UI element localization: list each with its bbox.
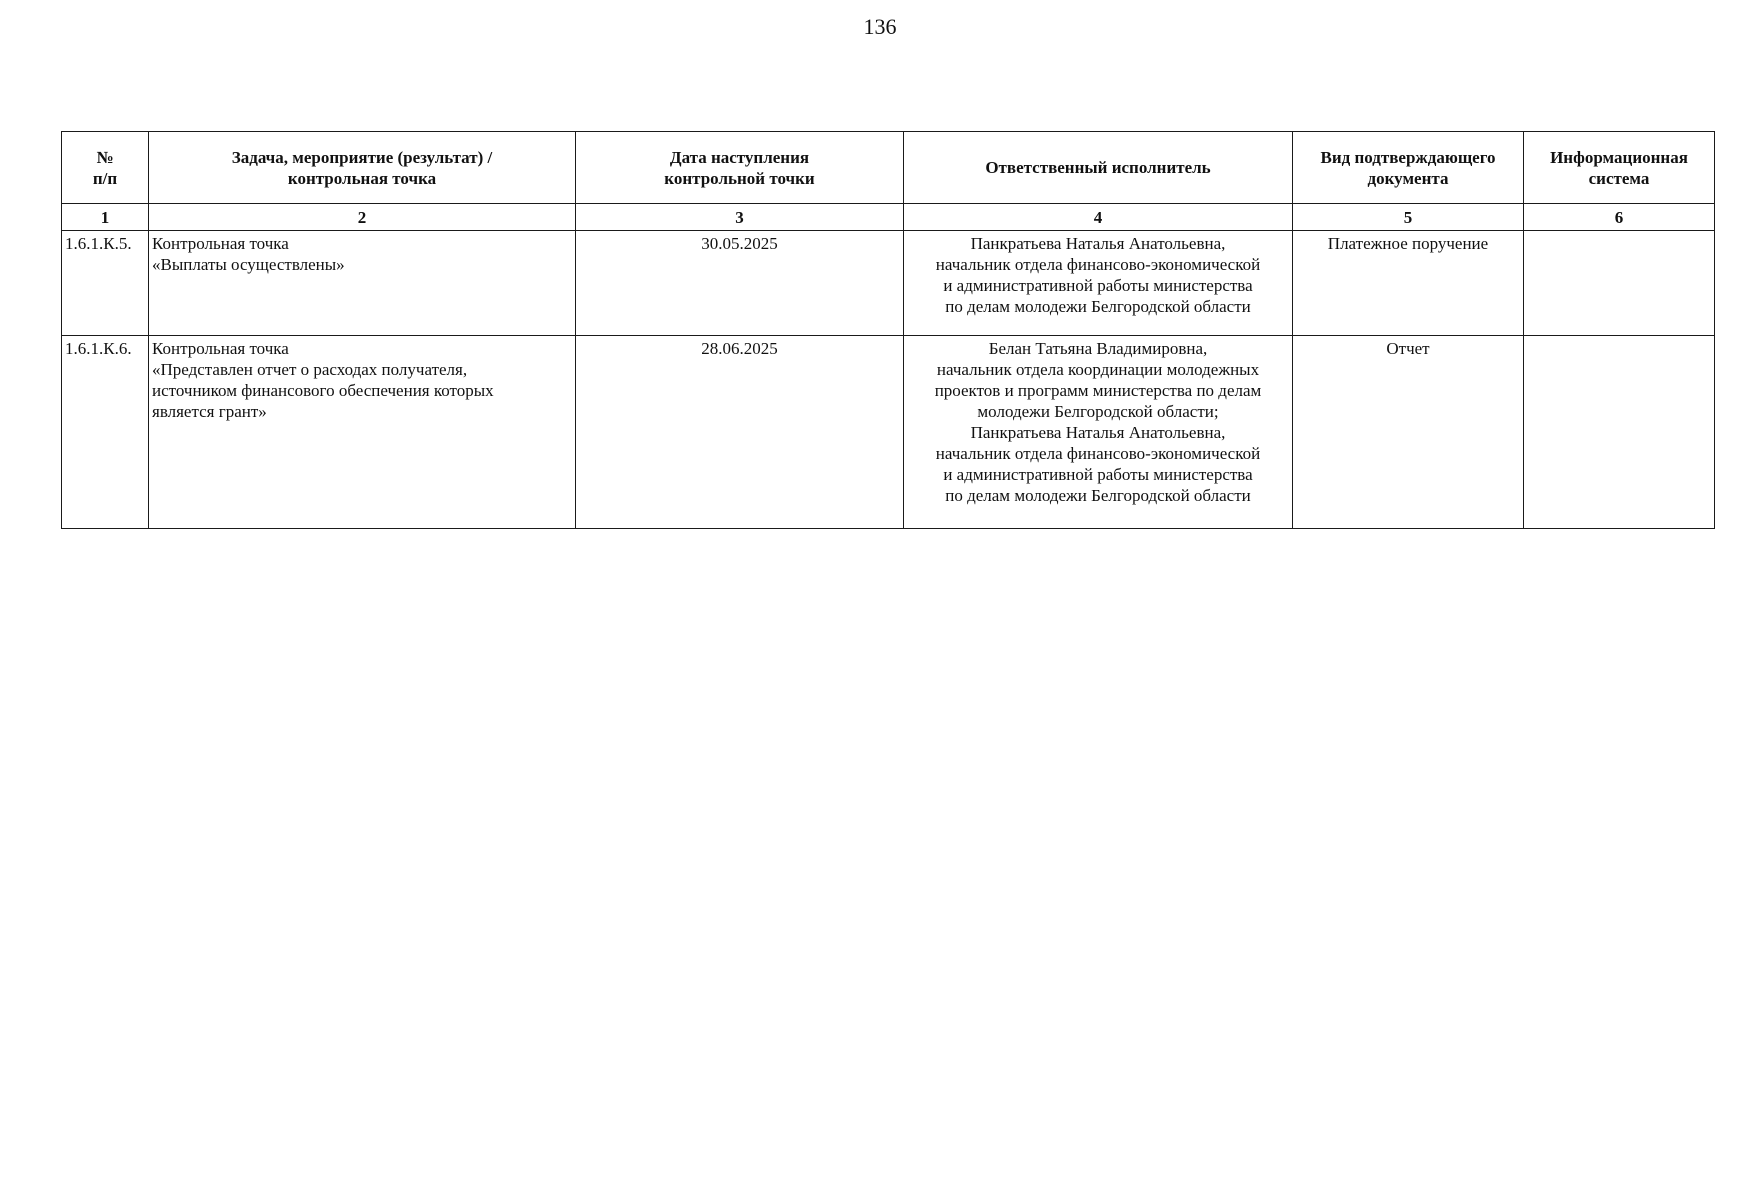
- row-number: 1.6.1.К.5.: [62, 231, 149, 336]
- header-document: [1293, 132, 1524, 204]
- header-text-line: Информационная: [1550, 147, 1688, 167]
- column-number: 3: [576, 204, 904, 231]
- header-text-line: №: [96, 147, 114, 167]
- column-number: 2: [149, 204, 576, 231]
- date-cell: 28.06.2025: [576, 336, 904, 529]
- executor-line: начальник отдела финансово-экономической: [935, 255, 1261, 274]
- header-text-line: Вид подтверждающего: [1320, 147, 1496, 167]
- document-cell: Платежное поручение: [1293, 231, 1524, 336]
- header-text-line: Задача, мероприятие (результат) /: [231, 147, 493, 167]
- header-text-line: Дата наступления: [669, 147, 810, 167]
- task-title: Контрольная точка: [152, 339, 289, 358]
- document-cell: Отчет: [1293, 336, 1524, 529]
- table-row: [62, 231, 1715, 336]
- executor-line: по делам молодежи Белгородской области: [945, 486, 1251, 505]
- column-number: 4: [904, 204, 1293, 231]
- page-number: 136: [863, 14, 897, 39]
- executor-line: и административной работы министерства: [943, 465, 1253, 484]
- header-text-line: контрольная точка: [287, 168, 437, 188]
- system-cell: [1524, 336, 1715, 529]
- task-title: Контрольная точка: [152, 234, 289, 253]
- table-header-row: [62, 132, 1715, 204]
- row-number: 1.6.1.К.6.: [62, 336, 149, 529]
- header-number: [62, 132, 149, 204]
- executor-line: начальник отдела финансово-экономической: [935, 444, 1261, 463]
- header-date: [576, 132, 904, 204]
- header-text-line: документа: [1367, 168, 1449, 188]
- executor-line: Панкратьева Наталья Анатольевна,: [970, 234, 1226, 253]
- executor-line: проектов и программ министерства по делам: [934, 381, 1262, 400]
- task-cell: [149, 336, 576, 529]
- executor-line: Белан Татьяна Владимировна,: [988, 339, 1208, 358]
- task-text-line: является грант»: [152, 402, 267, 421]
- executor-line: начальник отдела координации молодежных: [936, 360, 1260, 379]
- header-task: [149, 132, 576, 204]
- executor-line: по делам молодежи Белгородской области: [945, 297, 1251, 316]
- header-text-line: контрольной точки: [664, 168, 815, 188]
- column-number: 5: [1293, 204, 1524, 231]
- system-cell: [1524, 231, 1715, 336]
- executor-cell: [904, 336, 1293, 529]
- executor-line: и административной работы министерства: [943, 276, 1253, 295]
- task-text: «Выплаты осуществлены»: [152, 255, 345, 274]
- date-cell: 30.05.2025: [576, 231, 904, 336]
- control-points-table: [61, 131, 1715, 529]
- task-text-line: «Представлен отчет о расходах получателя,: [152, 360, 468, 379]
- executor-line: молодежи Белгородской области;: [977, 402, 1219, 421]
- header-executor: [904, 132, 1293, 204]
- executor-line: Панкратьева Наталья Анатольевна,: [970, 423, 1226, 442]
- table-row: [62, 336, 1715, 529]
- column-number: 1: [62, 204, 149, 231]
- column-numbers-row: [62, 204, 1715, 231]
- header-text-line: п/п: [92, 168, 118, 188]
- header-system: [1524, 132, 1715, 204]
- header-text-line: система: [1588, 168, 1650, 188]
- task-text-line: источником финансового обеспечения которых: [152, 381, 494, 400]
- task-cell: [149, 231, 576, 336]
- column-number: 6: [1524, 204, 1715, 231]
- executor-cell: [904, 231, 1293, 336]
- header-text-line: Ответственный исполнитель: [985, 158, 1211, 177]
